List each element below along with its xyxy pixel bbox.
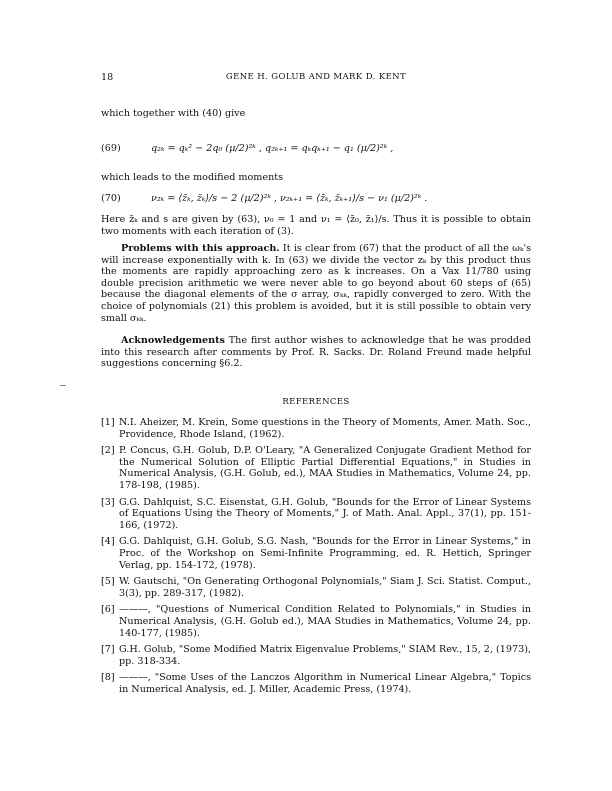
reference-number: [8] [101,672,115,684]
reference-text: G.H. Golub, "Some Modified Matrix Eigenvalue Problems," SIAM Rev., 15, 2, (1973), pp. 318-334. [119,644,531,667]
acknowledgements-paragraph [101,335,531,370]
reference-text: G.G. Dahlquist, S.C. Eisenstat, G.H. Golub, "Bounds for the Error of Linear Systems of Equations Using the Theory of Moments," J. of Math. Anal. Appl., 37(1), pp. 151-166, (1972). [119,496,531,531]
references-title: REFERENCES [282,397,350,407]
reference-item [101,672,531,695]
problems-paragraph [101,243,531,324]
reference-number: [3] [101,496,115,508]
reference-item [101,536,531,571]
equation-number: (69) [101,143,121,154]
reference-text: W. Gautschi, "On Generating Orthogonal Polynomials," Siam J. Sci. Statist. Comput., 3(3), pp. 289-317, (1982). [119,576,531,599]
running-head: GENE H. GOLUB AND MARK D. KENT [225,72,407,82]
problems-text: It is clear from (67) that the product of all the ωₖ's will increase exponentially with k. In (63) we divide the vector zₖ by this product thus the moments are rapidly approaching zero as k increases. On a Vax 11/780 using double precision arithmetic we were never able to go beyond about 60 steps of (65) because the diagonal elements of the σ array, σₖₖ, rapidly converged to zero. With the choice of polynomials (21) this problem is avoided, but it is still possible to obtain very small σₖₖ. [101,243,532,324]
intro-text: which together with (40) give [101,108,246,119]
ack-heading: Acknowledgements [121,335,225,346]
equation-number: (70) [101,193,121,204]
reference-item [101,445,531,491]
reference-item [101,604,531,639]
page-number: 18 [101,72,114,83]
reference-text: N.I. Aheizer, M. Krein, Some questions in the Theory of Moments, Amer. Math. Soc., Providence, Rhode Island, (1962). [119,417,531,440]
reference-text: ———, "Some Uses of the Lanczos Algorithm in Numerical Linear Algebra," Topics in Numerical Analysis, ed. J. Miller, Academic Press, (1974). [119,672,531,695]
reference-number: [1] [101,417,115,428]
margin-mark [60,385,66,386]
reference-text: G.G. Dahlquist, G.H. Golub, S.G. Nash, "Bounds for the Error in Linear Systems," in Proc. of the Workshop on Semi-Infinite Programming, ed. R. Hettich, Springer Verlag, pp. 154-172, (1978). [119,536,531,571]
problems-heading: Problems with this approach. [121,243,280,254]
reference-text: ———, "Questions of Numerical Condition Related to Polynomials," in Studies in Numerical Analysis, (G.H. Golub ed.), MAA Studies in Mathematics, Volume 24, pp. 140-177, (1985). [119,604,531,639]
equation-body: ν₂ₖ = ⟨z̃ₖ, z̃ₖ⟩/s − 2 (μ/2)²ᵏ , ν₂ₖ₊₁ = ⟨z̃ₖ, z̃ₖ₊₁⟩/s − ν₁ (μ/2)²ᵏ . [151,193,428,204]
reference-text: P. Concus, G.H. Golub, D.P. O'Leary, "A Generalized Conjugate Gradient Method for the Numerical Solution of Elliptic Partial Differential Equations," in Studies in Numerical Analysis, (G.H. Golub, ed.), MAA Studies in Mathematics, Volume 24, pp. 178-198, (1985). [119,445,531,491]
references-list [101,417,531,700]
reference-number: [5] [101,576,115,588]
reference-item [101,644,531,667]
ack-text: The first author wishes to acknowledge that he was prodded into this research after comments by Prof. R. Sacks. Dr. Roland Freund made helpful suggestions concerning §6.2. [101,335,531,370]
reference-number: [4] [101,536,115,548]
reference-item [101,576,531,599]
equation-70 [101,193,531,205]
lead-text: which leads to the modified moments [101,172,284,183]
equation-body: q₂ₖ = qₖ² − 2q₀ (μ/2)²ᵏ , q₂ₖ₊₁ = qₖqₖ₊₁ − q₁ (μ/2)²ᵏ , [151,143,394,154]
here-paragraph: Here z̃ₖ and s are given by (63), ν₀ = 1 and ν₁ = ⟨z̃₀, z̃₁⟩/s. Thus it is possible to obtain two moments with each iteration of (3). [101,214,531,237]
reference-item [101,497,531,532]
reference-number: [6] [101,604,115,616]
reference-number: [7] [101,644,115,656]
reference-number: [2] [101,445,115,457]
reference-item [101,417,531,440]
equation-69 [101,143,531,155]
